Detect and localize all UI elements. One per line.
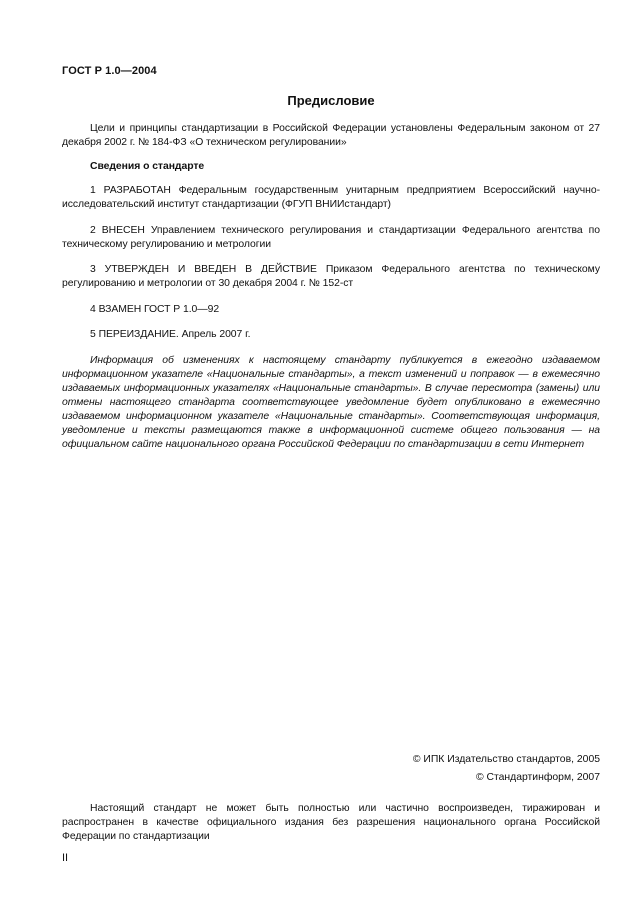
item-approved: 3 УТВЕРЖДЕН И ВВЕДЕН В ДЕЙСТВИЕ Приказом Федерального агентства по техническому регулированию и метрологии от 30 декабря 2004 г. № 152-ст [62,264,600,289]
item-introduced: 2 ВНЕСЕН Управлением технического регулирования и стандартизации Федерального агентства по техническому регулированию и метрологии [62,225,600,250]
page-number: II [62,852,69,864]
document-code: ГОСТ Р 1.0—2004 [62,65,157,77]
item-reissue: 5 ПЕРЕИЗДАНИЕ. Апрель 2007 г. [90,329,251,340]
item-replaces: 4 ВЗАМЕН ГОСТ Р 1.0—92 [90,304,220,315]
page-title: Предисловие [287,93,375,108]
copyright-line-2: © Стандартинформ, 2007 [475,772,600,783]
item-developed: 1 РАЗРАБОТАН Федеральным государственным унитарным предприятием Всероссийский научно-исследовательский институт стандартизации (ФГУП ВНИИстандарт) [62,185,600,210]
section-heading: Сведения о стандарте [90,161,205,172]
copyright-line-1: © ИПК Издательство стандартов, 2005 [412,754,600,765]
reproduction-notice: Настоящий стандарт не может быть полностью или частично воспроизведен, тиражирован и распространен в качестве официального издания без разрешения национального органа Российской Федерации по стандартизации [62,803,600,842]
info-note-paragraph: Информация об изменениях к настоящему стандарту публикуется в ежегодно издаваемом информационном указателе «Национальные стандарты», а текст изменений и поправок — в ежемесячно издаваемых информационных указателях «Национальные стандарты». В случае пересмотра (замены) или отмены настоящего стандарта соответствующее уведомление будет опубликовано в ежемесячно издаваемом информационном указателе «Национальные стандарты». Соответствующая информация, уведомление и тексты размещаются также в информационной системе общего пользования — на официальном сайте национального органа Российской Федерации по стандартизации в сети Интернет [62,355,600,450]
intro-paragraph: Цели и принципы стандартизации в Российской Федерации установлены Федеральным законом от 27 декабря 2002 г. № 184-ФЗ «О техническом регулировании» [62,123,600,148]
